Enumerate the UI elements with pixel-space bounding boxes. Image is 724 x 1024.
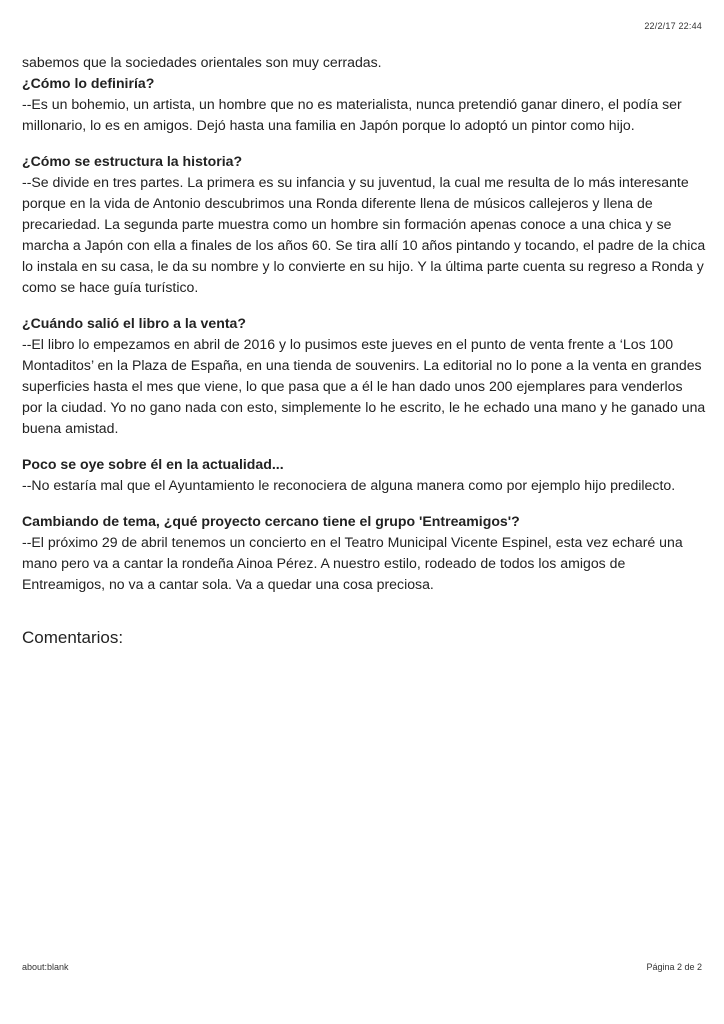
qa-block (22, 454, 706, 496)
question-heading: Cambiando de tema, ¿qué proyecto cercano tiene el grupo 'Entreamigos'? (22, 513, 520, 529)
qa-block (22, 73, 706, 136)
question-heading: ¿Cuándo salió el libro a la venta? (22, 315, 246, 331)
question-heading: Poco se oye sobre él en la actualidad... (22, 456, 284, 472)
qa-block (22, 313, 706, 439)
intro-paragraph: sabemos que la sociedades orientales son muy cerradas. (22, 54, 382, 70)
print-url: about:blank (22, 962, 69, 972)
qa-block (22, 151, 706, 298)
article-body (22, 52, 706, 649)
answer-paragraph: --El próximo 29 de abril tenemos un concierto en el Teatro Municipal Vicente Espinel, esta vez echaré una mano pero va a cantar la rondeña Ainoa Pérez. A nuestro estilo, rodeado de todos los amigos de Entreamigos, no va a cantar sola. Va a quedar una cosa preciosa. (22, 534, 683, 592)
question-heading: ¿Cómo lo definiría? (22, 75, 155, 91)
print-timestamp: 22/2/17 22:44 (644, 21, 702, 31)
answer-paragraph: --Se divide en tres partes. La primera es su infancia y su juventud, la cual me resulta de lo más interesante porque en la vida de Antonio descubrimos una Ronda diferente llena de músicos callejeros y llena de precariedad. La segunda parte muestra como un hombre sin formación apenas conoce a una chica y se marcha a Japón con ella a finales de los años 60. Se tira allí 10 años pintando y tocando, el padre de la chica lo instala en su casa, le da su nombre y lo convierte en su hijo. Y la última parte cuenta su regreso a Ronda y como se hace guía turístico. (22, 174, 706, 295)
qa-block (22, 511, 706, 595)
page-number: Página 2 de 2 (646, 962, 702, 972)
answer-paragraph: --Es un bohemio, un artista, un hombre que no es materialista, nunca pretendió ganar dinero, el podía ser millonario, lo es en amigos. Dejó hasta una familia en Japón porque lo adoptó un pintor como hijo. (22, 96, 682, 133)
question-heading: ¿Cómo se estructura la historia? (22, 153, 243, 169)
answer-paragraph: --El libro lo empezamos en abril de 2016 y lo pusimos este jueves en el punto de venta frente a ‘Los 100 Montaditos’ en la Plaza de España, en una tienda de souvenirs. La editorial no lo pone a la venta en grandes superficies hasta el mes que viene, lo que pasa que a él le han dado unos 200 ejemplares para venderlos por la ciudad. Yo no gano nada con esto, simplemente lo he escrito, le he echado una mano y he ganado una buena amistad. (22, 336, 706, 436)
answer-paragraph: --No estaría mal que el Ayuntamiento le reconociera de alguna manera como por ejemplo hijo predilecto. (22, 477, 676, 493)
comments-heading: Comentarios: (22, 628, 124, 647)
